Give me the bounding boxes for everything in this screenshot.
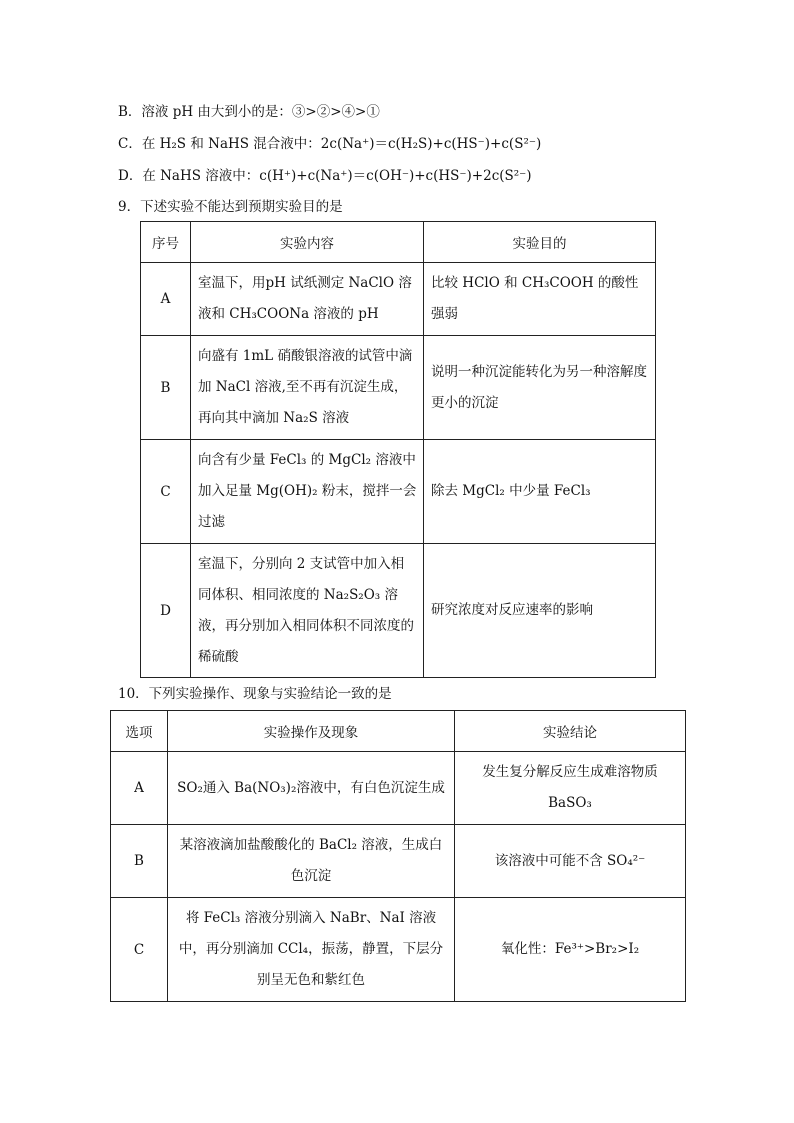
row-content: 室温下，分别向 2 支试管中加入相同体积、相同浓度的 Na₂S₂O₃ 溶液，再分别加入相同体积不同浓度的稀硫酸 bbox=[191, 544, 424, 678]
header-id: 序号 bbox=[141, 222, 191, 263]
row-purpose: 说明一种沉淀能转化为另一种溶解度更小的沉淀 bbox=[424, 336, 656, 440]
row-purpose: 研究浓度对反应速率的影响 bbox=[424, 544, 656, 678]
table-row bbox=[111, 825, 686, 898]
table-row bbox=[141, 544, 656, 678]
row-id: A bbox=[111, 752, 168, 825]
table-row bbox=[111, 898, 686, 1002]
row-id: A bbox=[141, 263, 191, 336]
header-conclusion: 实验结论 bbox=[455, 711, 686, 752]
row-content: 向盛有 1mL 硝酸银溶液的试管中滴加 NaCl 溶液,至不再有沉淀生成，再向其中滴加 Na₂S 溶液 bbox=[191, 336, 424, 440]
question-9-title: 9．下述实验不能达到预期实验目的是 bbox=[118, 199, 343, 215]
row-purpose: 除去 MgCl₂ 中少量 FeCl₃ bbox=[424, 440, 656, 544]
row-conclusion: 发生复分解反应生成难溶物质 BaSO₃ bbox=[455, 752, 686, 825]
question-10-table bbox=[110, 710, 686, 1002]
header-option: 选项 bbox=[111, 711, 168, 752]
header-operation: 实验操作及现象 bbox=[168, 711, 455, 752]
row-purpose: 比较 HClO 和 CH₃COOH 的酸性强弱 bbox=[424, 263, 656, 336]
row-content: 将 FeCl₃ 溶液分别滴入 NaBr、NaI 溶液中，再分别滴加 CCl₄，振荡，静置，下层分别呈无色和紫红色 bbox=[168, 898, 455, 1002]
row-content: 向含有少量 FeCl₃ 的 MgCl₂ 溶液中加入足量 Mg(OH)₂ 粉末，搅拌一会过滤 bbox=[191, 440, 424, 544]
table-row bbox=[111, 752, 686, 825]
row-content: 室温下，用pH 试纸测定 NaClO 溶液和 CH₃COONa 溶液的 pH bbox=[191, 263, 424, 336]
row-conclusion: 该溶液中可能不含 SO₄²⁻ bbox=[455, 825, 686, 898]
row-content: SO₂通入 Ba(NO₃)₂溶液中，有白色沉淀生成 bbox=[168, 752, 455, 825]
row-id: C bbox=[141, 440, 191, 544]
row-conclusion: 氧化性：Fe³⁺>Br₂>I₂ bbox=[455, 898, 686, 1002]
question-9-table bbox=[140, 221, 656, 678]
question-10-title: 10．下列实验操作、现象与实验结论一致的是 bbox=[118, 686, 392, 702]
table-row bbox=[141, 336, 656, 440]
table-row bbox=[141, 263, 656, 336]
row-content: 某溶液滴加盐酸酸化的 BaCl₂ 溶液，生成白色沉淀 bbox=[168, 825, 455, 898]
option-c: C．在 H₂S 和 NaHS 混合液中：2c(Na⁺)＝c(H₂S)+c(HS⁻)+c(S²⁻) bbox=[118, 136, 542, 152]
option-d: D．在 NaHS 溶液中：c(H⁺)+c(Na⁺)＝c(OH⁻)+c(HS⁻)+2c(S²⁻) bbox=[118, 168, 532, 184]
table-header-row bbox=[141, 222, 656, 263]
header-content: 实验内容 bbox=[191, 222, 424, 263]
row-id: B bbox=[141, 336, 191, 440]
row-id: D bbox=[141, 544, 191, 678]
row-id: C bbox=[111, 898, 168, 1002]
table-row bbox=[141, 440, 656, 544]
row-id: B bbox=[111, 825, 168, 898]
option-b: B．溶液 pH 由大到小的是：③>②>④>① bbox=[118, 104, 380, 120]
table-header-row bbox=[111, 711, 686, 752]
header-purpose: 实验目的 bbox=[424, 222, 656, 263]
